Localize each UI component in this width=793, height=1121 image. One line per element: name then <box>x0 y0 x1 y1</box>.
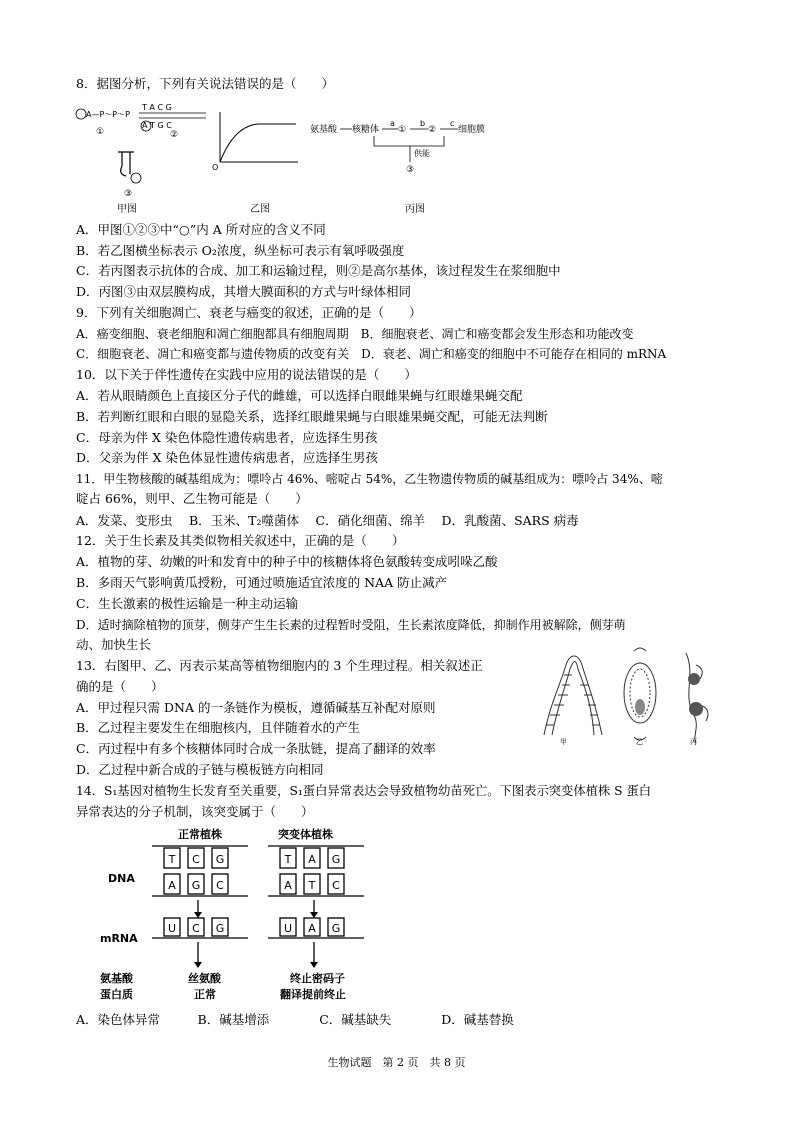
q12-option-a: A．植物的芽、幼嫩的叶和发育中的种子中的核糖体将色氨酸转变成吲哚乙酸 <box>76 554 498 569</box>
q8-figure-jia <box>74 100 214 212</box>
svg-text:C: C <box>192 922 200 935</box>
svg-text:丙: 丙 <box>690 738 697 745</box>
q8-figure-bing <box>310 116 510 178</box>
svg-text:甲: 甲 <box>560 738 567 745</box>
q12-stem: 12．关于生长素及其类似物相关叙述中，正确的是（ ） <box>76 533 405 548</box>
q12-option-d-line1: D．适时摘除植物的顶芽，侧芽产生生长素的过程暂时受阻，生长素浓度降低，抑制作用被解除，侧芽萌 <box>76 618 626 632</box>
q11-options: A．发菜、变形虫 B．玉米、T₂噬菌体 C．硝化细菌、绵羊 D．乳酸菌、SARS 病毒 <box>76 513 579 528</box>
svg-text:U: U <box>167 922 177 935</box>
atp-text: A—P～P～P <box>86 110 130 119</box>
svg-text:O: O <box>212 163 219 172</box>
q9-options-cd: C．细胞衰老、凋亡和癌变都与遗传物质的改变有关 D．衰老、凋亡和癌变的细胞中不可能存在相同的 mRNA <box>76 347 667 361</box>
q12-option-d-line2: 动、加快生长 <box>76 637 152 652</box>
q12-option-c: C．生长激素的极性运输是一种主动运输 <box>76 596 299 611</box>
svg-text:供能: 供能 <box>414 149 430 158</box>
q13-stem-line1: 13．右图甲、乙、丙表示某高等植物细胞内的 3 个生理过程。相关叙述正 <box>76 658 483 673</box>
svg-text:蛋白质: 蛋白质 <box>100 988 133 1001</box>
svg-text:G: G <box>191 879 201 892</box>
q12-option-b: B．多雨天气影响黄瓜授粉，可通过喷施适宜浓度的 NAA 防止减产 <box>76 575 448 590</box>
svg-text:mRNA: mRNA <box>100 932 138 945</box>
svg-text:G: G <box>215 853 225 866</box>
svg-text:①: ① <box>398 125 407 135</box>
svg-text:G: G <box>331 853 341 866</box>
svg-text:氨基酸: 氨基酸 <box>310 125 338 135</box>
svg-text:核糖体: 核糖体 <box>352 125 380 135</box>
svg-text:②: ② <box>428 125 437 135</box>
q10-option-a: A．若从眼睛颜色上直接区分子代的雌雄，可以选择白眼雌果蝇与红眼雄果蝇交配 <box>76 388 523 403</box>
svg-text:A T G C: A T G C <box>142 121 172 130</box>
fig-yi-caption: 乙图 <box>250 204 270 215</box>
q8-stem: 8．据图分析，下列有关说法错误的是（ ） <box>76 76 334 91</box>
svg-text:C: C <box>192 853 200 866</box>
svg-text:丝氨酸: 丝氨酸 <box>188 972 221 985</box>
svg-text:c: c <box>450 119 455 128</box>
svg-text:DNA: DNA <box>108 872 135 885</box>
svg-text:T: T <box>308 879 316 892</box>
q13-option-d: D．乙过程中新合成的子链与模板链方向相同 <box>76 762 324 777</box>
q14-stem-line1: 14．S₁基因对植物生长发育至关重要，S₁蛋白异常表达会导致植物幼苗死亡。下图表示突变体植株 S 蛋白 <box>76 784 652 798</box>
q8-option-d: D．丙图③由双层膜构成，其增大膜面积的方式与叶绿体相同 <box>76 284 412 299</box>
q14-options: A．染色体异常 B．碱基增添 C．碱基缺失 D．碱基替换 <box>76 1012 514 1027</box>
q8-option-c: C．若丙图表示抗体的合成、加工和运输过程，则②是高尔基体，该过程发生在浆细胞中 <box>76 263 561 278</box>
svg-text:b: b <box>420 119 426 128</box>
q13-stem-line2: 确的是（ ） <box>76 679 164 694</box>
q9-options-ab: A．癌变细胞、衰老细胞和凋亡细胞都具有细胞周期 B．细胞衰老、凋亡和癌变都会发生形态和功能改变 <box>76 327 634 341</box>
svg-text:②: ② <box>170 130 179 140</box>
q8-option-a: A．甲图①②③中“○”内 A 所对应的含义不同 <box>76 222 326 237</box>
q13-option-c: C．丙过程中有多个核糖体同时合成一条肽链，提高了翻译的效率 <box>76 741 436 756</box>
q10-option-b: B．若判断红眼和白眼的显隐关系，选择红眼雌果蝇与白眼雄果蝇交配，可能无法判断 <box>76 409 548 424</box>
svg-text:A: A <box>284 879 292 892</box>
svg-text:③: ③ <box>124 189 133 199</box>
svg-text:终止密码子: 终止密码子 <box>290 972 345 985</box>
q13-option-a: A．甲过程只需 DNA 的一条链作为模板，遵循碱基互补配对原则 <box>76 700 436 715</box>
svg-text:正常植株: 正常植株 <box>178 828 222 841</box>
q10-stem: 10．以下关于伴性遗传在实践中应用的说法错误的是（ ） <box>76 367 417 382</box>
svg-text:③: ③ <box>406 165 415 175</box>
svg-text:U: U <box>283 922 293 935</box>
q11-stem-line1: 11．甲生物核酸的碱基组成为：嘌呤占 46%、嘧啶占 54%，乙生物遗传物质的碱基组成为：嘌呤占 34%、嘧 <box>76 472 663 486</box>
svg-text:C: C <box>216 879 224 892</box>
q13-option-b: B．乙过程主要发生在细胞核内，且伴随着水的产生 <box>76 720 361 735</box>
svg-text:T A C G: T A C G <box>142 103 172 112</box>
q13-figure <box>536 645 722 745</box>
q9-stem: 9．下列有关细胞凋亡、衰老与癌变的叙述，正确的是（ ） <box>76 305 422 320</box>
fig-jia-caption: 甲图 <box>117 204 137 215</box>
svg-text:氨基酸: 氨基酸 <box>100 972 133 985</box>
q8-figure-yi <box>206 112 306 172</box>
q11-stem-line2: 啶占 66%，则甲、乙生物可能是（ ） <box>76 491 308 506</box>
svg-text:乙: 乙 <box>636 738 643 745</box>
q10-option-c: C．母亲为伴 X 染色体隐性遗传病患者，应选择生男孩 <box>76 430 378 445</box>
svg-text:正常: 正常 <box>194 988 216 1001</box>
svg-text:C: C <box>332 879 340 892</box>
q10-option-d: D．父亲为伴 X 染色体显性遗传病患者，应选择生男孩 <box>76 450 378 465</box>
svg-text:①: ① <box>96 127 105 137</box>
q8-option-b: B．若乙图横坐标表示 O₂浓度，纵坐标可表示有氧呼吸强度 <box>76 243 405 258</box>
svg-text:翻译提前终止: 翻译提前终止 <box>280 988 346 1001</box>
svg-text:G: G <box>215 922 225 935</box>
svg-text:A: A <box>308 922 316 935</box>
page-footer: 生物试题 第 2 页 共 8 页 <box>327 1056 466 1069</box>
q14-stem-line2: 异常表达的分子机制，该突变属于（ ） <box>76 804 314 819</box>
svg-text:a: a <box>390 119 395 128</box>
svg-text:突变体植株: 突变体植株 <box>278 828 333 841</box>
svg-text:A: A <box>168 879 176 892</box>
svg-text:G: G <box>331 922 341 935</box>
q14-figure <box>100 822 390 1008</box>
svg-text:T: T <box>168 853 176 866</box>
svg-text:细胞膜: 细胞膜 <box>458 125 486 135</box>
fig-bing-caption: 丙图 <box>405 204 425 215</box>
svg-text:T: T <box>284 853 292 866</box>
svg-text:A: A <box>308 853 316 866</box>
